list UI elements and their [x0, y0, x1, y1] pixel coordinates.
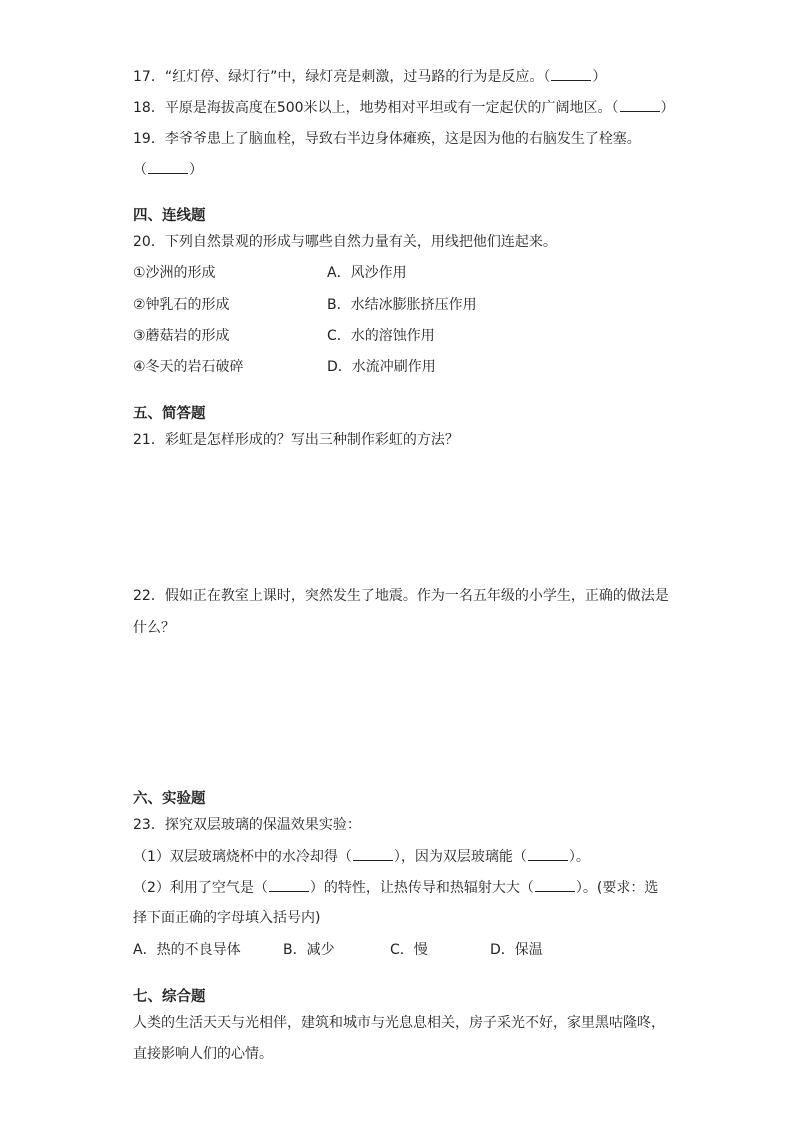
answer-blank[interactable] [551, 66, 591, 81]
section-4-title: 四、连线题 [133, 208, 206, 224]
question-22-line1: 22．假如正在教室上课时，突然发生了地震。作为一名五年级的小学生，正确的做法是 [133, 588, 669, 604]
option-b: B．减少 [283, 942, 335, 958]
question-23: 23．探究双层玻璃的保温效果实验： [133, 817, 361, 833]
p1-text-a: （1）双层玻璃烧杯中的水冷却得（ [133, 849, 352, 865]
option-c: C．慢 [390, 942, 428, 958]
section-6-title: 六、实验题 [133, 791, 206, 807]
p2-text-b: ）的特性，让热传导和热辐射大大（ [309, 880, 534, 896]
option-a: A．热的不良导体 [133, 942, 241, 958]
answer-blank[interactable] [269, 877, 309, 892]
p1-text-b: ），因为双层玻璃能（ [393, 849, 527, 865]
q17-text: 17．“红灯停、绿灯行”中，绿灯亮是刺激，过马路的行为是反应。（ [133, 69, 551, 85]
match-left-3[interactable]: ③蘑菇岩的形成 [133, 328, 230, 344]
p2-text-c: ）。(要求：选 [575, 880, 659, 896]
answer-blank[interactable] [353, 846, 393, 861]
question-23-part2 [133, 877, 658, 898]
section-7-line1: 人类的生活天天与光相伴，建筑和城市与光息息相关，房子采光不好，家里黑咕隆咚， [133, 1015, 665, 1031]
answer-blank[interactable] [148, 159, 188, 174]
match-right-c[interactable]: C．水的溶蚀作用 [327, 328, 435, 344]
question-18 [133, 97, 675, 118]
q18-text: 18．平原是海拔高度在500米以上，地势相对平坦或有一定起伏的广阔地区。（ [133, 100, 619, 116]
option-d: D．保温 [490, 942, 543, 958]
match-left-4[interactable]: ④冬天的岩石破碎 [133, 359, 244, 375]
q17-close: ） [592, 69, 607, 85]
q19-text: 19．李爷爷患上了脑血栓，导致右半边身体瘫痪，这是因为他的右脑发生了栓塞。 [133, 131, 641, 147]
q19-close: ） [189, 162, 203, 178]
q19-open: （ [133, 162, 147, 178]
question-17 [133, 66, 606, 87]
answer-blank[interactable] [620, 97, 660, 112]
answer-blank[interactable] [528, 846, 568, 861]
question-23-part1 [133, 846, 590, 867]
p2-text-a: （2）利用了空气是（ [133, 880, 268, 896]
question-19-answer [133, 159, 203, 180]
question-20: 20．下列自然景观的形成与哪些自然力量有关，用线把他们连起来。 [133, 234, 557, 250]
q18-close: ） [660, 100, 675, 116]
question-21: 21．彩虹是怎样形成的？写出三种制作彩虹的方法？ [133, 432, 459, 448]
section-7-line2: 直接影响人们的心情。 [133, 1046, 273, 1062]
section-7-title: 七、综合题 [133, 989, 206, 1005]
match-right-d[interactable]: D．水流冲刷作用 [327, 359, 436, 375]
p1-text-c: ）。 [568, 849, 590, 865]
match-left-2[interactable]: ②钟乳石的形成 [133, 297, 230, 313]
match-left-1[interactable]: ①沙洲的形成 [133, 265, 216, 281]
section-5-title: 五、简答题 [133, 406, 206, 422]
question-22-line2: 什么？ [133, 620, 175, 636]
answer-blank[interactable] [535, 877, 575, 892]
question-19 [133, 129, 641, 149]
question-23-part2-line2: 择下面正确的字母填入括号内) [133, 910, 321, 926]
match-right-a[interactable]: A．风沙作用 [327, 265, 407, 281]
match-right-b[interactable]: B．水结冰膨胀挤压作用 [327, 297, 477, 313]
